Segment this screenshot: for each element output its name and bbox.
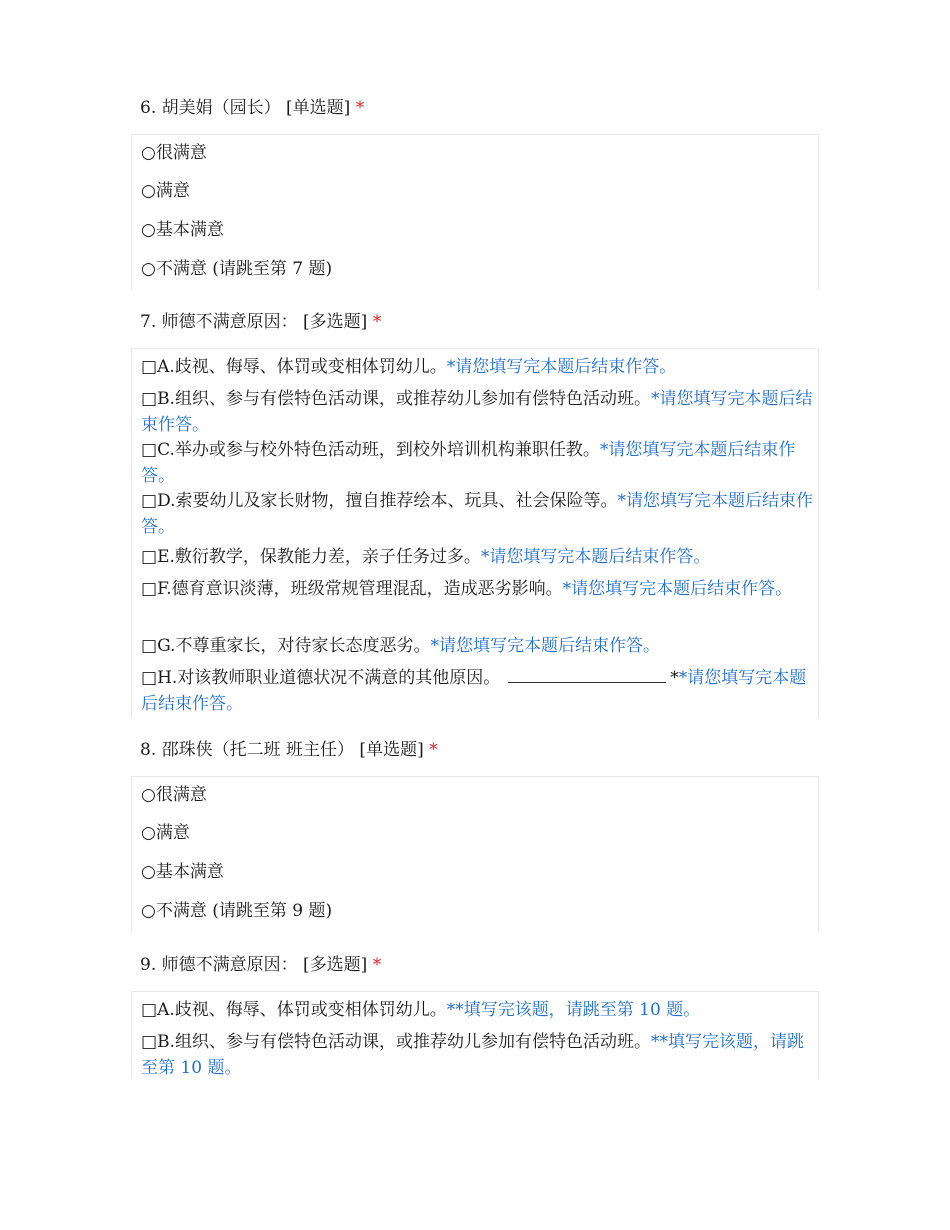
option-label: F.德育意识淡薄，班级常规管理混乱，造成恶劣影响。	[157, 579, 563, 599]
option-note: *请您填写完本题后结束作答。	[141, 440, 796, 486]
checkbox-icon[interactable]: □	[141, 491, 158, 511]
option-note: *请您填写完本题后结束作答。	[141, 491, 813, 537]
checkbox-icon[interactable]: □	[141, 636, 158, 656]
checkbox-icon[interactable]: □	[141, 668, 158, 688]
required-asterisk: *	[372, 312, 382, 332]
radio-option[interactable]	[141, 898, 813, 924]
radio-option[interactable]	[141, 140, 813, 166]
checkbox-option[interactable]	[141, 997, 813, 1023]
option-label: G.不尊重家长，对待家长态度恶劣。	[157, 636, 431, 656]
radio-circle-icon[interactable]: ○	[141, 143, 156, 163]
radio-circle-icon[interactable]: ○	[141, 181, 156, 201]
checkbox-icon[interactable]: □	[141, 389, 158, 409]
checkbox-option[interactable]	[141, 633, 813, 659]
checkbox-icon[interactable]: □	[141, 1032, 158, 1052]
question-title-text: 8. 邵珠侠（托二班 班主任） [单选题]	[140, 740, 430, 760]
checkbox-option[interactable]	[141, 576, 813, 602]
option-label: C.举办或参与校外特色活动班，到校外培训机构兼职任教。	[157, 440, 600, 460]
option-label: 满意	[155, 181, 190, 201]
question-title-text: 6. 胡美娟（园长） [单选题]	[140, 98, 356, 118]
question-8-options	[131, 776, 819, 932]
radio-option[interactable]	[141, 782, 813, 808]
checkbox-icon[interactable]: □	[141, 579, 158, 599]
question-9-title	[140, 953, 381, 977]
radio-circle-icon[interactable]: ○	[141, 220, 156, 240]
other-text-input[interactable]	[508, 668, 666, 683]
radio-option[interactable]	[141, 820, 813, 846]
option-label: B.组织、参与有偿特色活动课，或推荐幼儿参加有偿特色活动班。	[157, 389, 651, 409]
option-note: **填写完该题，请跳至第 10 题。	[446, 1000, 701, 1020]
radio-circle-icon[interactable]: ○	[141, 785, 156, 805]
question-6-options	[131, 134, 819, 290]
option-note: **填写完该题，请跳至第 10 题。	[141, 1032, 804, 1078]
radio-circle-icon[interactable]: ○	[141, 862, 156, 882]
option-label: B.组织、参与有偿特色活动课，或推荐幼儿参加有偿特色活动班。	[157, 1032, 651, 1052]
checkbox-option[interactable]	[141, 665, 813, 717]
question-title-text: 7. 师德不满意原因： [多选题]	[140, 312, 373, 332]
radio-option[interactable]	[141, 217, 813, 243]
option-note: *请您填写完本题后结束作答。	[141, 668, 807, 714]
question-9-options	[131, 991, 819, 1079]
option-label: 满意	[155, 823, 190, 843]
option-label: 不满意 (请跳至第 7 题)	[155, 259, 333, 279]
option-suffix: *	[670, 668, 679, 688]
question-6-title	[140, 96, 364, 120]
checkbox-option[interactable]	[141, 488, 813, 540]
checkbox-icon[interactable]: □	[141, 357, 158, 377]
option-note: *请您填写完本题后结束作答。	[141, 389, 813, 435]
question-7-title	[140, 310, 381, 334]
required-asterisk: *	[355, 98, 365, 118]
checkbox-icon[interactable]: □	[141, 1000, 158, 1020]
option-label: 很满意	[155, 785, 207, 805]
checkbox-option[interactable]	[141, 437, 813, 489]
option-label: 基本满意	[155, 220, 224, 240]
question-8-title	[140, 738, 438, 762]
option-note: *请您填写完本题后结束作答。	[446, 357, 677, 377]
checkbox-icon[interactable]: □	[141, 547, 158, 567]
radio-option[interactable]	[141, 178, 813, 204]
option-label: D.索要幼儿及家长财物，擅自推荐绘本、玩具、社会保险等。	[157, 491, 618, 511]
option-label: A.歧视、侮辱、体罚或变相体罚幼儿。	[157, 357, 447, 377]
option-label: 不满意 (请跳至第 9 题)	[155, 901, 333, 921]
option-label: 很满意	[155, 143, 207, 163]
checkbox-option[interactable]	[141, 544, 813, 570]
option-label: A.歧视、侮辱、体罚或变相体罚幼儿。	[157, 1000, 447, 1020]
radio-circle-icon[interactable]: ○	[141, 823, 156, 843]
radio-circle-icon[interactable]: ○	[141, 259, 156, 279]
option-label: 基本满意	[155, 862, 224, 882]
radio-option[interactable]	[141, 859, 813, 885]
required-asterisk: *	[429, 740, 438, 760]
checkbox-option[interactable]	[141, 354, 813, 380]
option-label: E.敷衍教学，保教能力差，亲子任务过多。	[157, 547, 481, 567]
radio-circle-icon[interactable]: ○	[141, 901, 156, 921]
question-7-options	[131, 348, 819, 718]
radio-option[interactable]	[141, 256, 813, 282]
question-title-text: 9. 师德不满意原因： [多选题]	[140, 955, 373, 975]
checkbox-icon[interactable]: □	[141, 440, 158, 460]
option-note: *请您填写完本题后结束作答。	[480, 547, 711, 567]
checkbox-option[interactable]	[141, 1029, 813, 1081]
option-label: H.对该教师职业道德状况不满意的其他原因。	[157, 668, 501, 688]
required-asterisk: *	[372, 955, 382, 975]
checkbox-option[interactable]	[141, 386, 813, 438]
option-note: *请您填写完本题后结束作答。	[562, 579, 793, 599]
option-note: *请您填写完本题后结束作答。	[430, 636, 660, 656]
